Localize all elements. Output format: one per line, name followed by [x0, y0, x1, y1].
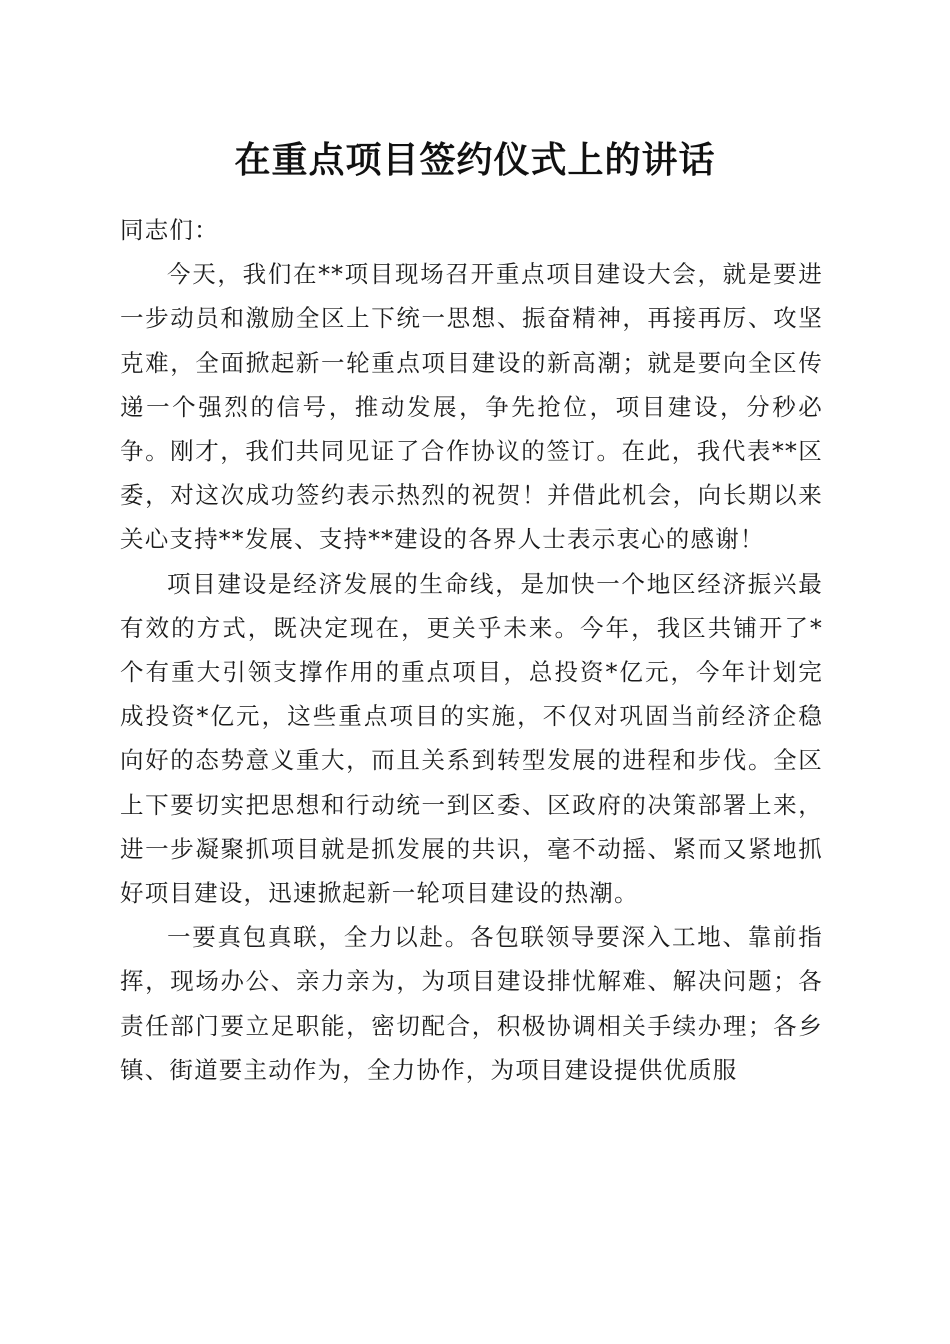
paragraph-first-requirement: 一要真包真联，全力以赴。各包联领导要深入工地、靠前指挥，现场办公、亲力亲为，为项目建设排忧解难、解决问题；各责任部门要立足职能，密切配合，积极协调相关手续办理；各乡镇、街道要主动作为，全力协作，为项目建设提供优质服 — [120, 923, 823, 1084]
paragraph-project-construction: 项目建设是经济发展的生命线，是加快一个地区经济振兴最有效的方式，既决定现在，更关乎未来。今年，我区共铺开了*个有重大引领支撑作用的重点项目，总投资*亿元，今年计划完成投资*亿元，这些重点项目的实施，不仅对巩固当前经济企稳向好的态势意义重大，而且关系到转型发展的进程和步伐。全区上下要切实把思想和行动统一到区委、区政府的决策部署上来，进一步凝聚抓项目就是抓发展的共识，毫不动摇、紧而又紧地抓好项目建设，迅速掀起新一轮项目建设的热潮。 — [120, 569, 823, 908]
document-body — [120, 208, 823, 1092]
salutation: 同志们： — [120, 216, 219, 244]
document-title: 在重点项目签约仪式上的讲话 — [234, 139, 716, 181]
paragraph-opening: 今天，我们在**项目现场召开重点项目建设大会，就是要进一步动员和激励全区上下统一思想、振奋精神，再接再厉、攻坚克难，全面掀起新一轮重点项目建设的新高潮；就是要向全区传递一个强烈的信号，推动发展，争先抢位，项目建设，分秒必争。刚才，我们共同见证了合作协议的签订。在此，我代表**区委，对这次成功签约表示热烈的祝贺！并借此机会，向长期以来关心支持**发展、支持**建设的各界人士表示衷心的感谢！ — [120, 260, 823, 554]
